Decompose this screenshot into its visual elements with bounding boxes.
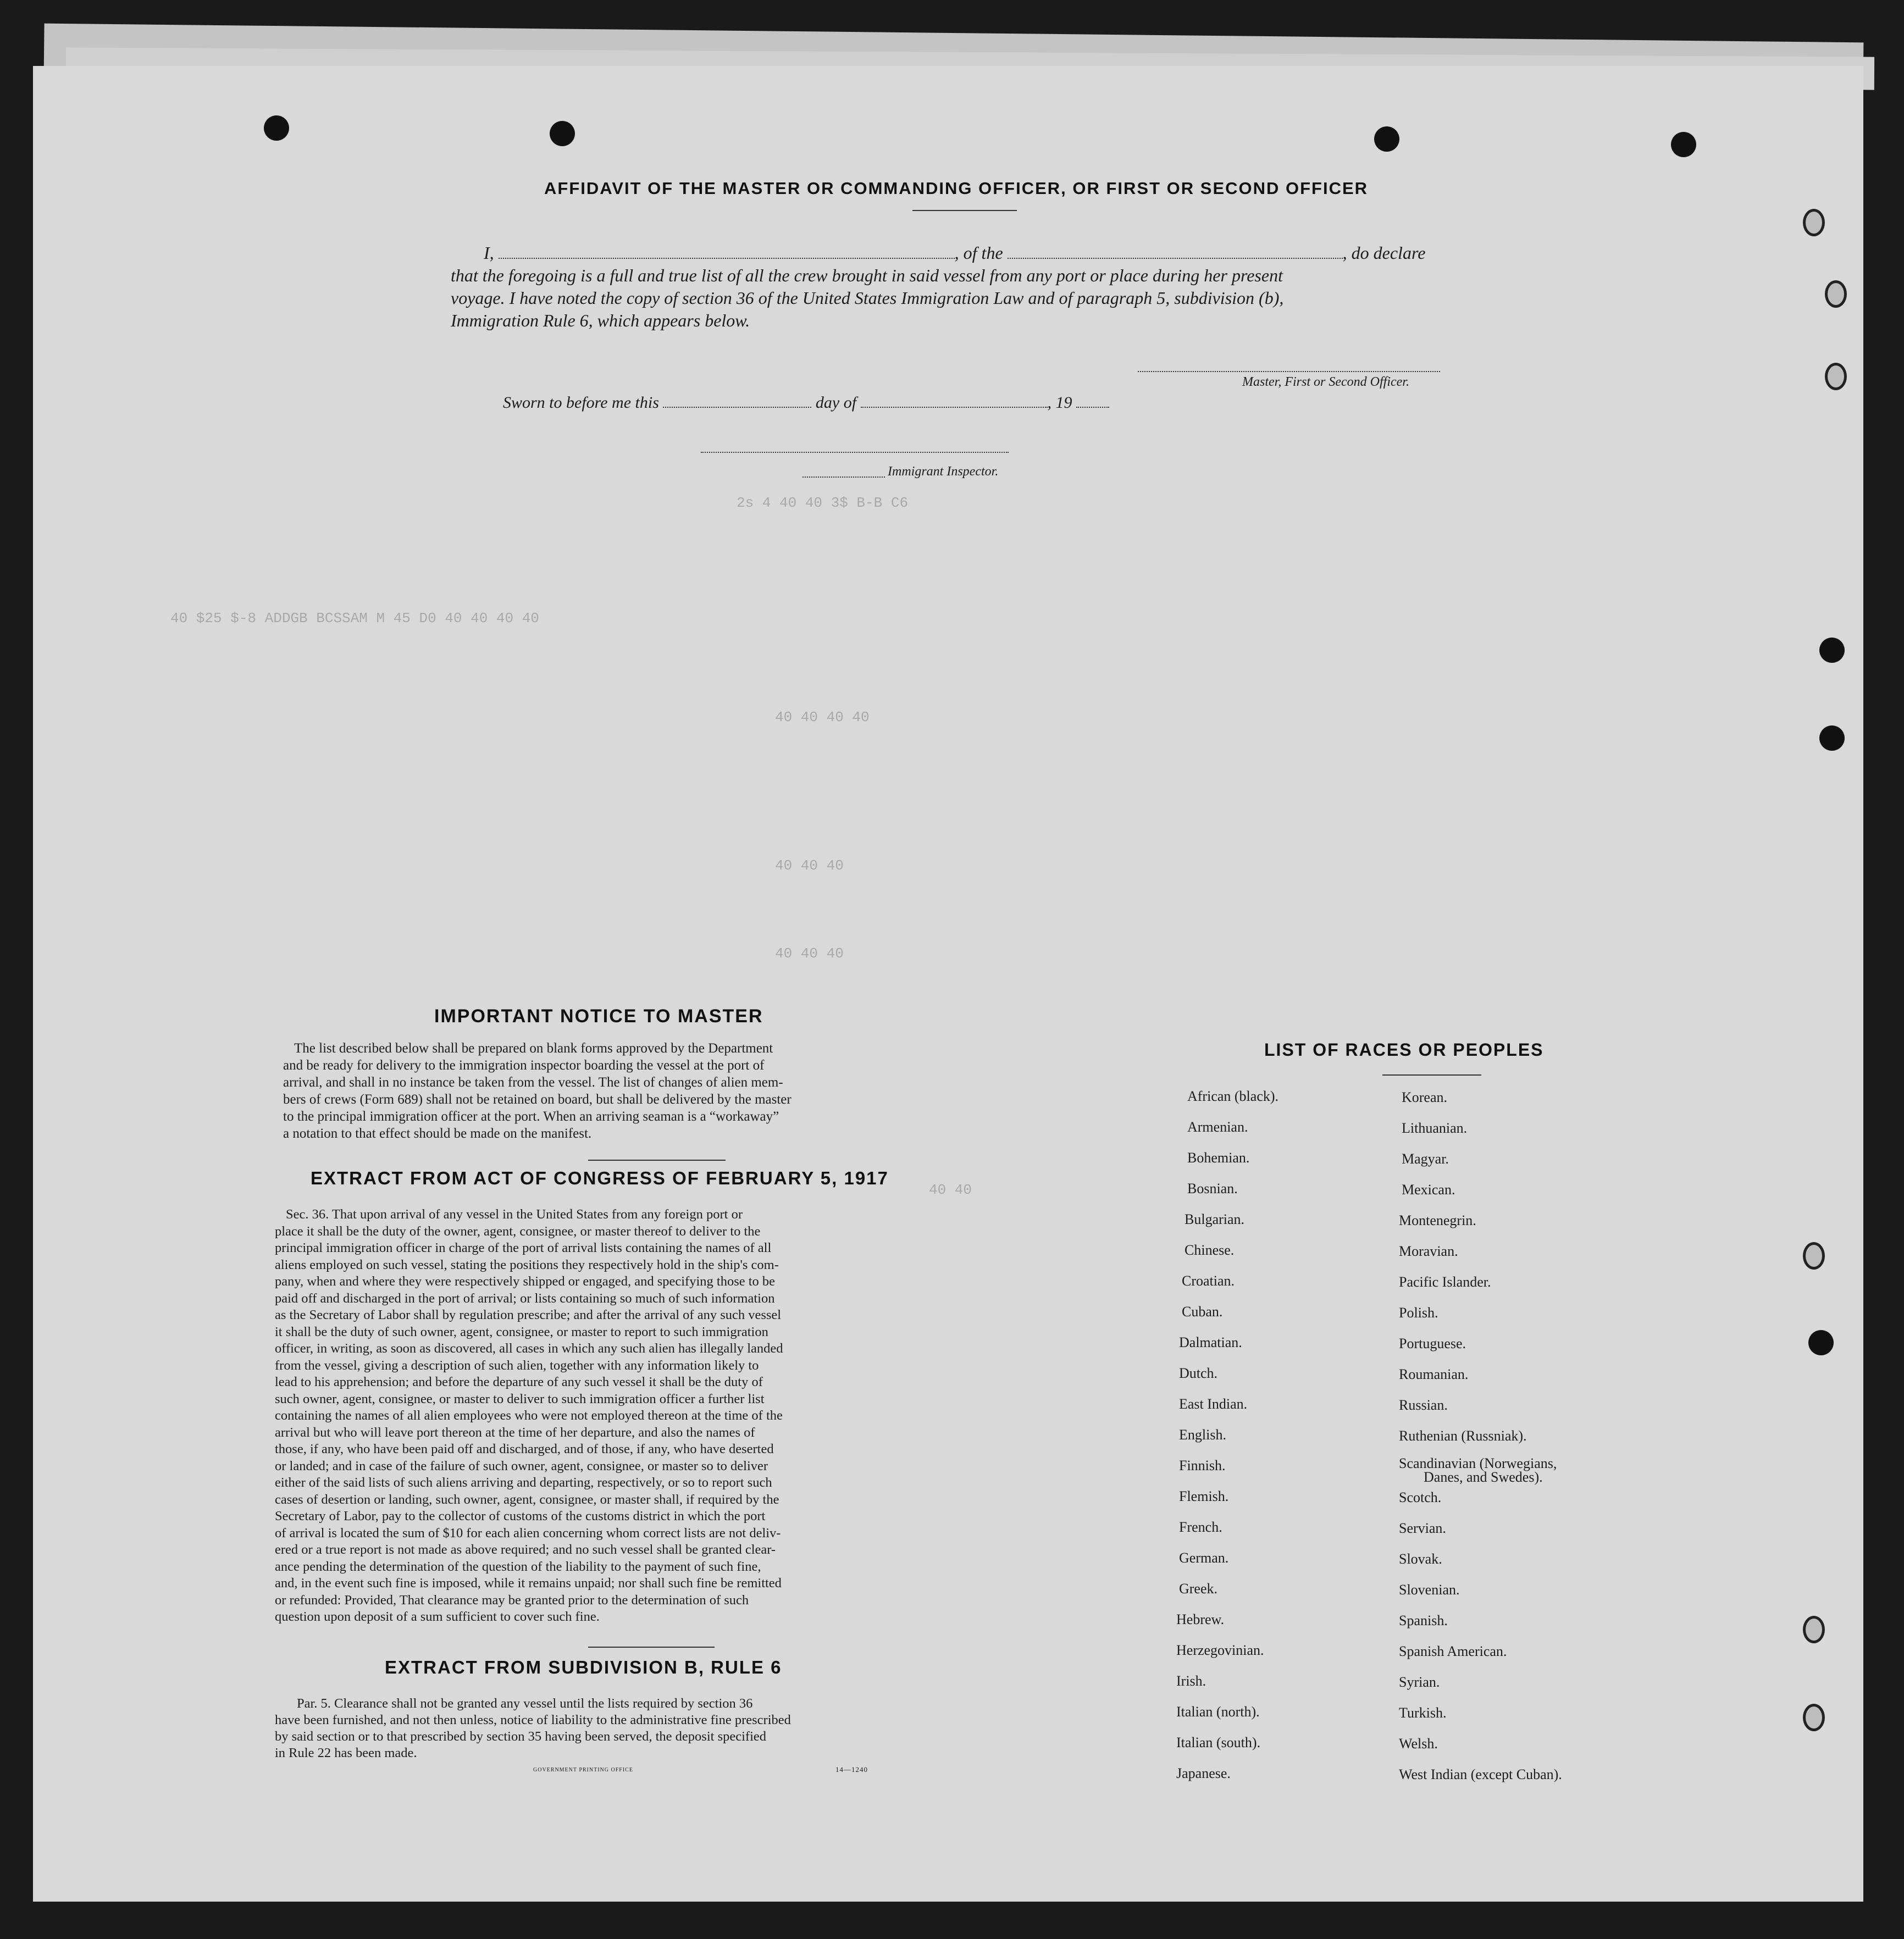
race-item: Slovak. [1399,1551,1442,1567]
race-item: French. [1179,1519,1222,1535]
race-item: Irish. [1176,1673,1206,1689]
text-line: to the principal immigration officer at the port. When an arriving seaman is a “workaway” [283,1109,779,1124]
sworn-line [503,391,1109,414]
document-page [33,66,1863,1902]
affidavit-title: AFFIDAVIT OF THE MASTER OR COMMANDING OFFICER, OR FIRST OR SECOND OFFICER [544,179,1369,198]
text-line: as the Secretary of Labor shall by regulation prescribe; and after the arrival of any such vessel [275,1308,782,1322]
race-item: Pacific Islander. [1399,1274,1491,1290]
officer-signature-label: Master, First or Second Officer. [1242,375,1409,389]
declarant-name-blank[interactable] [499,246,955,259]
race-item: Danes, and Swedes). [1424,1469,1543,1485]
rule-text [275,1696,929,1761]
day-of-text: day of [815,394,857,412]
race-item: Spanish. [1399,1613,1448,1628]
punch-hole [264,115,289,141]
officer-signature-line[interactable] [1138,370,1440,372]
race-item: Dutch. [1179,1365,1218,1381]
text-line: Par. 5. Clearance shall not be granted any vessel until the lists required by section 36 [297,1696,753,1711]
declaration-line: voyage. I have noted the copy of section 36 of the United States Immigration Law and of paragraph 5, subdivision (b), [451,288,1284,308]
race-item: Scotch. [1399,1489,1442,1505]
text-line: either of the said lists of such aliens arriving and departing, respectively, or so to report such [275,1475,772,1490]
race-item: Italian (north). [1176,1704,1260,1720]
text-line: those, if any, who have been paid off and discharged, and of those, if any, who have deserted [275,1442,774,1456]
bleed-through: 2s 4 40 40 3$ B-B C6 [737,495,909,511]
vessel-name-blank[interactable] [1008,246,1343,259]
race-item: African (black). [1187,1088,1279,1104]
race-item: Finnish. [1179,1458,1226,1473]
text-line: such owner, agent, consignee, or master to deliver to such immigration officer a further list [275,1391,765,1406]
act-title: EXTRACT FROM ACT OF CONGRESS OF FEBRUARY 5, 1917 [311,1168,889,1188]
punch-hole [550,121,575,146]
binder-ring [1803,1616,1825,1643]
text-line: and, in the event such fine is imposed, while it remains unpaid; nor shall such fine be remitted [275,1576,782,1591]
races-title: LIST OF RACES OR PEOPLES [1264,1040,1544,1060]
declarant-prefix: I, [484,243,494,263]
race-item: East Indian. [1179,1396,1248,1412]
race-item: Roumanian. [1399,1366,1469,1382]
race-item: Slovenian. [1399,1582,1460,1598]
binder-ring [1803,1242,1825,1270]
inspector-signature-line[interactable] [701,451,1009,453]
race-item: Spanish American. [1399,1643,1507,1659]
text-line: arrival but who will leave port thereon at the time of her departure, and also the names of [275,1425,755,1440]
text-line: pany, when and where they were respectively shipped or engaged, and specifying those to be [275,1274,776,1289]
text-line: have been furnished, and not then unless, notice of liability to the administrative fine prescribed [275,1713,791,1727]
text-line: lead to his apprehension; and before the departure of any such vessel it shall be the duty of [275,1375,763,1389]
race-item: Hebrew. [1176,1611,1225,1627]
binder-ring [1803,209,1825,236]
race-item: Magyar. [1402,1151,1449,1167]
race-item: Syrian. [1399,1674,1440,1690]
race-item: Servian. [1399,1520,1446,1536]
binder-ring [1825,363,1847,390]
bleed-through: 40 40 40 40 [775,709,870,725]
race-item: Bulgarian. [1185,1211,1245,1227]
race-item: Bohemian. [1187,1150,1250,1166]
declare-text: , do declare [1342,243,1426,263]
race-item: Polish. [1399,1305,1438,1321]
vessel-prefix: , of the [954,243,1003,263]
punch-hole [1808,1330,1834,1355]
race-item: Bosnian. [1187,1181,1238,1196]
rule-title: EXTRACT FROM SUBDIVISION B, RULE 6 [385,1657,782,1677]
text-line: it shall be the duty of such owner, agent, consignee, or master to report to such immigration [275,1324,768,1339]
sworn-text: Sworn to before me this [503,394,659,412]
race-item: Moravian. [1399,1243,1458,1259]
form-number: 14—1240 [835,1765,868,1774]
punch-hole [1671,132,1696,157]
sworn-day-blank[interactable] [663,395,811,408]
text-line: Sec. 36. That upon arrival of any vessel in the United States from any foreign port or [286,1207,743,1222]
race-item: Greek. [1179,1581,1218,1597]
bleed-through: 40 40 40 [775,857,844,874]
race-item: Montenegrin. [1399,1212,1476,1228]
text-line: officer, in writing, as soon as discovered, all cases in which any such alien has illegally landed [275,1341,783,1356]
text-line: principal immigration officer in charge of the port of arrival lists containing the names of all [275,1240,772,1255]
race-item: Russian. [1399,1397,1448,1413]
text-line: place it shall be the duty of the owner, agent, consignee, or master thereof to deliver to the [275,1223,761,1239]
race-item: Portuguese. [1399,1336,1466,1351]
race-item: Herzegovinian. [1176,1642,1264,1658]
inspector-signature-lead [802,475,885,478]
race-item: Mexican. [1402,1182,1455,1198]
text-line: The list described below shall be prepared on blank forms approved by the Department [294,1041,773,1056]
text-line: cases of desertion or landing, such owner, agent, consignee, or master shall, if required by the [275,1492,779,1507]
year-prefix: , 19 [1047,394,1072,412]
text-line: paid off and discharged in the port of arrival; or lists containing so much of such information [275,1290,775,1306]
race-item: Armenian. [1187,1119,1248,1135]
act-text [275,1206,932,1626]
notice-text [283,1040,934,1142]
text-line: in Rule 22 has been made. [275,1746,417,1760]
race-item: Japanese. [1176,1765,1231,1781]
punch-hole [1819,725,1845,751]
affidavit-declaration [451,242,1512,332]
race-item: Ruthenian (Russniak). [1399,1428,1527,1444]
text-line: a notation to that effect should be made on the manifest. [283,1126,592,1141]
race-item: Dalmatian. [1179,1334,1242,1350]
bleed-through: 40 $25 $-8 ADDGB BCSSAM M 45 D0 40 40 40 40 [170,610,539,627]
race-item: Croatian. [1182,1273,1235,1289]
printer-imprint: GOVERNMENT PRINTING OFFICE [533,1767,633,1773]
race-item: West Indian (except Cuban). [1399,1766,1562,1782]
race-item: Italian (south). [1176,1735,1261,1750]
text-line: containing the names of all alien employees who were not employed thereon at the time of the [275,1408,783,1423]
race-item: Turkish. [1399,1705,1447,1721]
text-line: bers of crews (Form 689) shall not be retained on board, but shall be delivered by the master [283,1092,792,1107]
race-item: Cuban. [1182,1304,1223,1320]
race-item: Chinese. [1185,1242,1235,1258]
text-line: aliens employed on such vessel, stating the positions they respectively hold in the ship's com- [275,1257,779,1272]
binder-ring [1803,1704,1825,1731]
race-item: Welsh. [1399,1736,1438,1752]
text-line: ance pending the determination of the question of the liability to the payment of such fine, [275,1559,761,1574]
text-line: and be ready for delivery to the immigration inspector boarding the vessel at the port of [283,1058,765,1073]
race-item: German. [1179,1550,1229,1566]
text-line: by said section or to that prescribed by section 35 having been served, the deposit specified [275,1729,766,1744]
text-line: ered or a true report is not made as above required; and no such vessel shall be granted clear- [275,1542,776,1557]
sworn-month-blank[interactable] [861,395,1048,408]
text-line: from the vessel, giving a description of such alien, together with any information likely to [275,1358,759,1373]
binder-ring [1825,280,1847,308]
text-line: arrival, and shall in no instance be taken from the vessel. The list of changes of alien mem- [283,1075,783,1090]
race-item: Lithuanian. [1402,1120,1468,1136]
divider [588,1160,726,1161]
bleed-through: 40 40 [929,1182,972,1198]
text-line: or landed; and in case of the failure of such owner, agent, consignee, or master so to deliver [275,1458,768,1473]
text-line: of arrival is located the sum of $10 for each alien concerning whom correct lists are not deliv- [275,1525,781,1541]
race-item: Flemish. [1179,1488,1229,1504]
divider [1382,1074,1481,1076]
divider [588,1647,715,1648]
race-item: Korean. [1402,1089,1448,1105]
punch-hole [1374,126,1399,152]
text-line: or refunded: Provided, That clearance may be granted prior to the determination of such [275,1592,749,1608]
declaration-line: Immigration Rule 6, which appears below. [451,311,750,330]
declaration-line: that the foregoing is a full and true list of all the crew brought in said vessel from any port or place during her present [451,265,1283,285]
sworn-year-blank[interactable] [1076,395,1109,408]
race-item: English. [1179,1427,1226,1443]
race-item: Scandinavian (Norwegians, [1399,1455,1557,1471]
inspector-label: Immigrant Inspector. [888,464,999,479]
text-line: Secretary of Labor, pay to the collector of customs of the customs district in which the port [275,1509,766,1524]
punch-hole [1819,638,1845,663]
notice-title: IMPORTANT NOTICE TO MASTER [434,1006,763,1027]
bleed-through: 40 40 40 [775,945,844,962]
divider [912,210,1017,211]
text-line: question upon deposit of a sum sufficient to cover such fine. [275,1609,600,1624]
